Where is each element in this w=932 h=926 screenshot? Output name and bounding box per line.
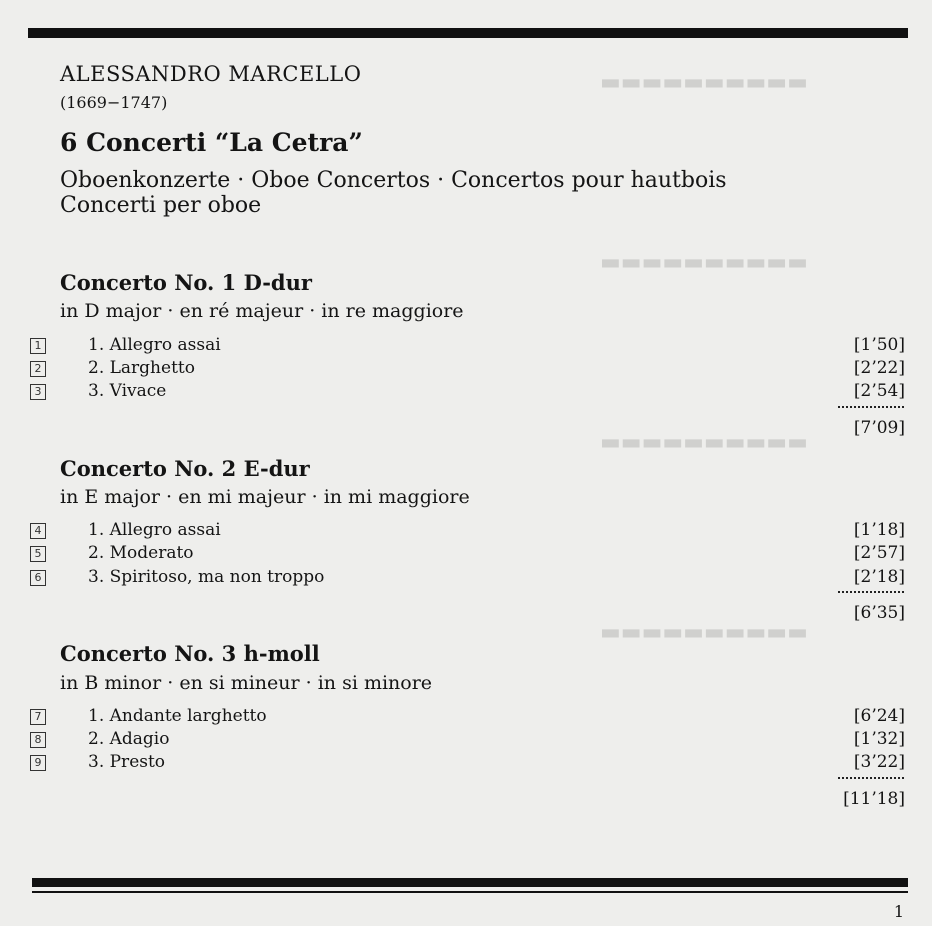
track-title: 3. Spiritoso, ma non troppo xyxy=(88,567,325,587)
track-number-box: 7 xyxy=(30,709,46,725)
concerto-title: Concerto No. 3 h-moll xyxy=(60,641,320,666)
track-row[interactable] xyxy=(30,335,910,357)
track-number-box: 4 xyxy=(30,523,46,539)
total-divider xyxy=(838,406,904,408)
track-row[interactable] xyxy=(30,520,910,542)
composer-name: ALESSANDRO MARCELLO xyxy=(60,62,362,86)
track-row[interactable] xyxy=(30,358,910,380)
track-row[interactable] xyxy=(30,729,910,751)
bottom-rule-thin xyxy=(32,891,908,893)
concerto-total-duration: [11’18] xyxy=(843,789,905,809)
composer-dates: (1669−1747) xyxy=(60,93,168,112)
concerto-total-duration: [7’09] xyxy=(853,418,905,438)
bleed-through-text: ▬▬▬▬▬▬▬▬▬▬ xyxy=(600,430,808,455)
track-row[interactable] xyxy=(30,752,910,774)
bleed-through-text: ▬▬▬▬▬▬▬▬▬▬ xyxy=(600,250,808,275)
total-divider xyxy=(838,591,904,593)
track-title: 3. Vivace xyxy=(88,381,167,401)
track-duration: [6’24] xyxy=(853,706,905,726)
bleed-through-text: ▬▬▬▬▬▬▬▬▬▬ xyxy=(600,620,808,645)
track-title: 2. Moderato xyxy=(88,543,194,563)
work-subtitle: Oboenkonzerte · Oboe Concertos · Concertos pour hautbois xyxy=(60,168,727,193)
top-rule xyxy=(28,28,908,38)
bleed-through-text: ▬▬▬▬▬▬▬▬▬▬ xyxy=(600,70,808,95)
track-title: 2. Larghetto xyxy=(88,358,195,378)
track-duration: [2’18] xyxy=(853,567,905,587)
track-title: 1. Andante larghetto xyxy=(88,706,267,726)
concerto-total-duration: [6’35] xyxy=(853,603,905,623)
track-duration: [1’32] xyxy=(853,729,905,749)
track-title: 1. Allegro assai xyxy=(88,335,221,355)
track-row[interactable] xyxy=(30,706,910,728)
track-row[interactable] xyxy=(30,381,910,403)
track-duration: [1’50] xyxy=(853,335,905,355)
track-number-box: 3 xyxy=(30,384,46,400)
track-number-box: 6 xyxy=(30,570,46,586)
work-title: 6 Concerti “La Cetra” xyxy=(60,128,363,157)
concerto-title: Concerto No. 2 E-dur xyxy=(60,456,310,481)
bottom-rule xyxy=(32,878,908,887)
track-duration: [2’22] xyxy=(853,358,905,378)
track-title: 3. Presto xyxy=(88,752,166,772)
track-number-box: 9 xyxy=(30,755,46,771)
track-row[interactable] xyxy=(30,567,910,589)
concerto-title: Concerto No. 1 D-dur xyxy=(60,270,312,295)
total-divider xyxy=(838,777,904,779)
track-number-box: 2 xyxy=(30,361,46,377)
track-number-box: 1 xyxy=(30,338,46,354)
track-title: 2. Adagio xyxy=(88,729,170,749)
track-duration: [1’18] xyxy=(853,520,905,540)
concerto-keys: in E major · en mi majeur · in mi maggiore xyxy=(60,486,470,508)
track-title: 1. Allegro assai xyxy=(88,520,221,540)
track-number-box: 5 xyxy=(30,546,46,562)
track-duration: [2’54] xyxy=(853,381,905,401)
page-number: 1 xyxy=(893,902,904,921)
concerto-keys: in B minor · en si mineur · in si minore xyxy=(60,672,433,694)
concerto-keys: in D major · en ré majeur · in re maggiore xyxy=(60,300,464,322)
track-number-box: 8 xyxy=(30,732,46,748)
track-duration: [2’57] xyxy=(853,543,905,563)
track-row[interactable] xyxy=(30,543,910,565)
work-subtitle-2: Concerti per oboe xyxy=(60,193,262,218)
track-duration: [3’22] xyxy=(853,752,905,772)
